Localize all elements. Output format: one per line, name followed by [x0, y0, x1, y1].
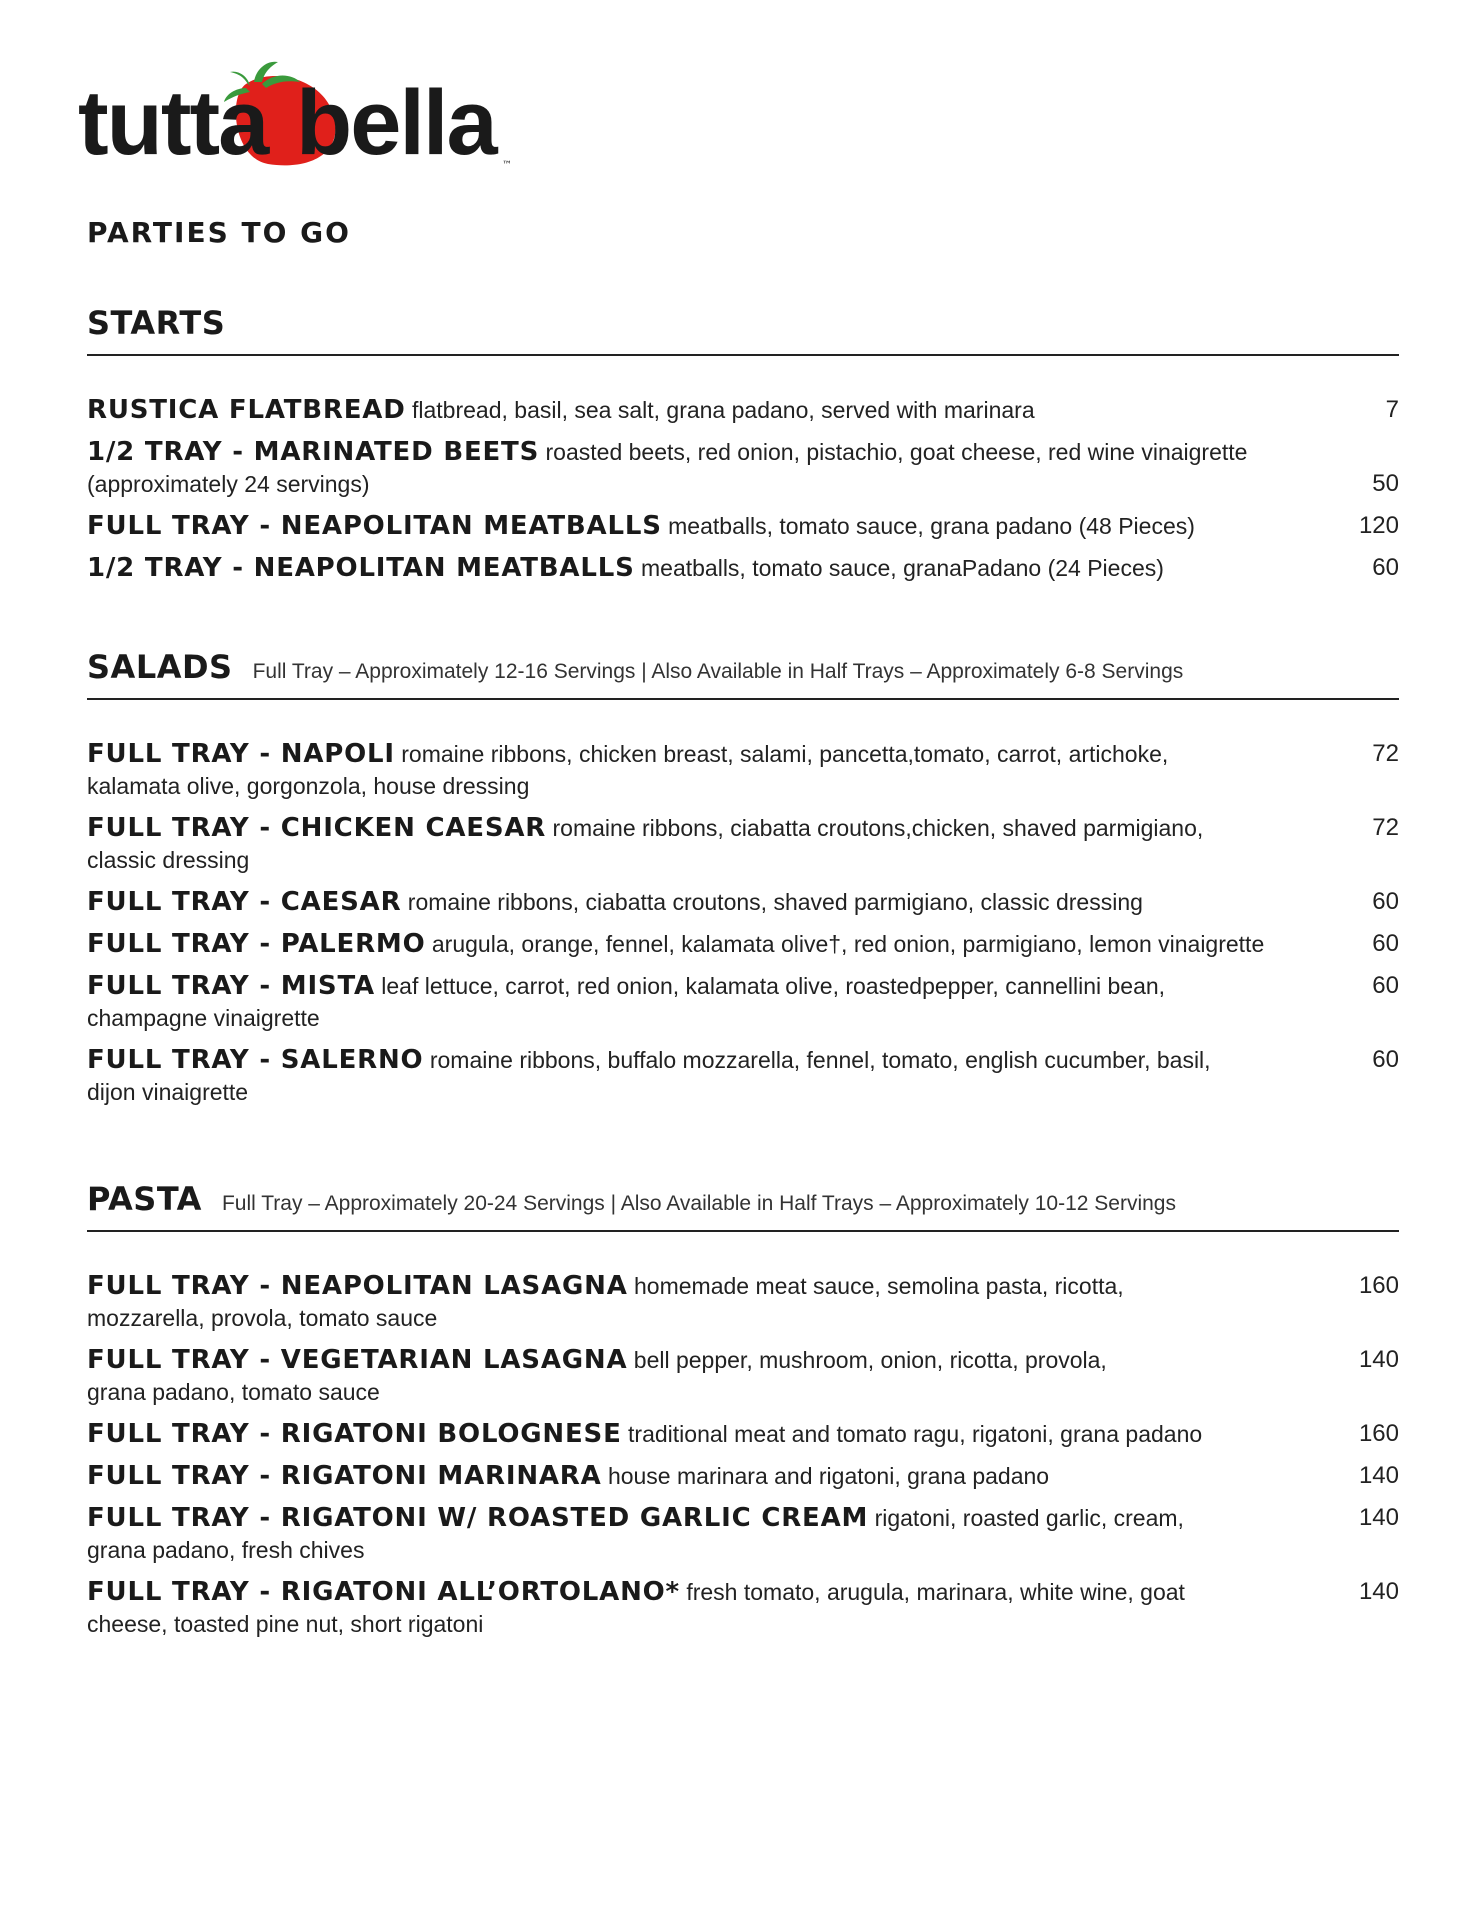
- menu-item: [87, 1270, 1399, 1334]
- menu-list: [87, 738, 1399, 1108]
- item-name: FULL TRAY - SALERNO: [87, 1045, 424, 1075]
- menu-item: [87, 510, 1399, 542]
- section-header: [87, 1180, 1399, 1224]
- menu-item: [87, 394, 1399, 426]
- menu-item: [87, 1418, 1399, 1450]
- section-header: [87, 648, 1399, 692]
- menu-item: [87, 928, 1399, 960]
- item-name: FULL TRAY - NEAPOLITAN MEATBALLS: [87, 511, 662, 541]
- menu-list: [87, 1270, 1399, 1640]
- salads-section: [87, 648, 1399, 1118]
- item-description: traditional meat and tomato ragu, rigatoni, grana padano: [628, 1421, 1203, 1447]
- item-price: 60: [1372, 888, 1399, 915]
- item-description: leaf lettuce, carrot, red onion, kalamata olive, roastedpepper, cannellini bean, champagne vinaigrette: [87, 973, 1166, 1031]
- item-description: romaine ribbons, ciabatta croutons, shaved parmigiano, classic dressing: [407, 889, 1143, 915]
- menu-item: [87, 970, 1399, 1034]
- item-price: 60: [1372, 930, 1399, 957]
- menu-item: [87, 1460, 1399, 1492]
- page-subtitle: PARTIES TO GO: [87, 216, 351, 249]
- item-description: rigatoni, roasted garlic, cream, grana padano, fresh chives: [87, 1505, 1184, 1563]
- section-divider: [87, 698, 1399, 700]
- logo-word-bella: bella: [296, 72, 496, 172]
- item-description: house marinara and rigatoni, grana padano: [607, 1463, 1050, 1489]
- item-price: 72: [1372, 740, 1399, 767]
- item-price: 140: [1358, 1462, 1399, 1489]
- section-note: Full Tray – Approximately 12-16 Servings | Also Available in Half Trays – Approximately 6-8 Servings: [252, 660, 1184, 683]
- item-name: FULL TRAY - NAPOLI: [87, 739, 395, 769]
- item-description: roasted beets, red onion, pistachio, goat cheese, red wine vinaigrette (approximately 24 servings): [87, 439, 1248, 497]
- item-price: 160: [1358, 1272, 1399, 1299]
- item-price: 50: [1372, 470, 1399, 497]
- item-description: homemade meat sauce, semolina pasta, ricotta, mozzarella, provola, tomato sauce: [87, 1273, 1124, 1331]
- menu-item: [87, 812, 1399, 876]
- menu-item: [87, 436, 1399, 500]
- item-price: 160: [1358, 1420, 1399, 1447]
- item-name: FULL TRAY - NEAPOLITAN LASAGNA: [87, 1271, 628, 1301]
- item-name: RUSTICA FLATBREAD: [87, 395, 406, 425]
- menu-item: [87, 1344, 1399, 1408]
- menu-item: [87, 552, 1399, 584]
- item-name: FULL TRAY - PALERMO: [87, 929, 426, 959]
- item-price: 60: [1372, 1046, 1399, 1073]
- item-price: 140: [1358, 1346, 1399, 1373]
- menu-item: [87, 1502, 1399, 1566]
- pasta-section: [87, 1180, 1399, 1650]
- menu-item: [87, 1576, 1399, 1640]
- item-name: FULL TRAY - CAESAR: [87, 887, 402, 917]
- item-price: 60: [1372, 554, 1399, 581]
- section-title: STARTS: [87, 304, 226, 342]
- item-description: meatballs, tomato sauce, granaPadano (24 Pieces): [641, 555, 1164, 581]
- menu-item: [87, 886, 1399, 918]
- item-description: arugula, orange, fennel, kalamata olive†, red onion, parmigiano, lemon vinaigrette: [431, 931, 1265, 957]
- logo-graphic: [78, 46, 538, 172]
- item-name: FULL TRAY - RIGATONI ALL’ORTOLANO*: [87, 1577, 680, 1607]
- section-title: SALADS: [87, 648, 233, 686]
- item-price: 120: [1358, 512, 1399, 539]
- item-price: 7: [1385, 396, 1399, 423]
- section-divider: [87, 1230, 1399, 1232]
- menu-item: [87, 738, 1399, 802]
- menu-item: [87, 1044, 1399, 1108]
- logo-word-tutta: tutta: [78, 72, 268, 172]
- item-name: 1/2 TRAY - MARINATED BEETS: [87, 437, 540, 467]
- item-price: 60: [1372, 972, 1399, 999]
- item-name: FULL TRAY - RIGATONI BOLOGNESE: [87, 1419, 622, 1449]
- item-description: meatballs, tomato sauce, grana padano (48 Pieces): [668, 513, 1195, 539]
- section-divider: [87, 354, 1399, 356]
- trademark-symbol: ™: [502, 160, 512, 171]
- item-price: 72: [1372, 814, 1399, 841]
- item-description: bell pepper, mushroom, onion, ricotta, provola, grana padano, tomato sauce: [87, 1347, 1107, 1405]
- item-price: 140: [1358, 1504, 1399, 1531]
- section-note: Full Tray – Approximately 20-24 Servings | Also Available in Half Trays – Approximately 10-12 Servings: [221, 1192, 1176, 1215]
- item-description: romaine ribbons, buffalo mozzarella, fennel, tomato, english cucumber, basil, dijon vinaigrette: [87, 1047, 1211, 1105]
- item-description: romaine ribbons, ciabatta croutons,chicken, shaved parmigiano, classic dressing: [87, 815, 1204, 873]
- section-title: PASTA: [87, 1180, 202, 1218]
- item-description: fresh tomato, arugula, marinara, white wine, goat cheese, toasted pine nut, short rigatoni: [87, 1579, 1185, 1637]
- item-name: 1/2 TRAY - NEAPOLITAN MEATBALLS: [87, 553, 635, 583]
- brand-logo: [78, 46, 538, 172]
- item-name: FULL TRAY - RIGATONI MARINARA: [87, 1461, 602, 1491]
- item-description: romaine ribbons, chicken breast, salami, pancetta,tomato, carrot, artichoke, kalamata olive, gorgonzola, house dressing: [87, 741, 1169, 799]
- starts-section: [87, 304, 1399, 594]
- item-name: FULL TRAY - MISTA: [87, 971, 375, 1001]
- item-name: FULL TRAY - CHICKEN CAESAR: [87, 813, 547, 843]
- item-name: FULL TRAY - RIGATONI W/ ROASTED GARLIC CREAM: [87, 1503, 869, 1533]
- section-header: [87, 304, 1399, 348]
- item-description: flatbread, basil, sea salt, grana padano, served with marinara: [411, 397, 1035, 423]
- menu-list: [87, 394, 1399, 584]
- item-name: FULL TRAY - VEGETARIAN LASAGNA: [87, 1345, 628, 1375]
- item-price: 140: [1358, 1578, 1399, 1605]
